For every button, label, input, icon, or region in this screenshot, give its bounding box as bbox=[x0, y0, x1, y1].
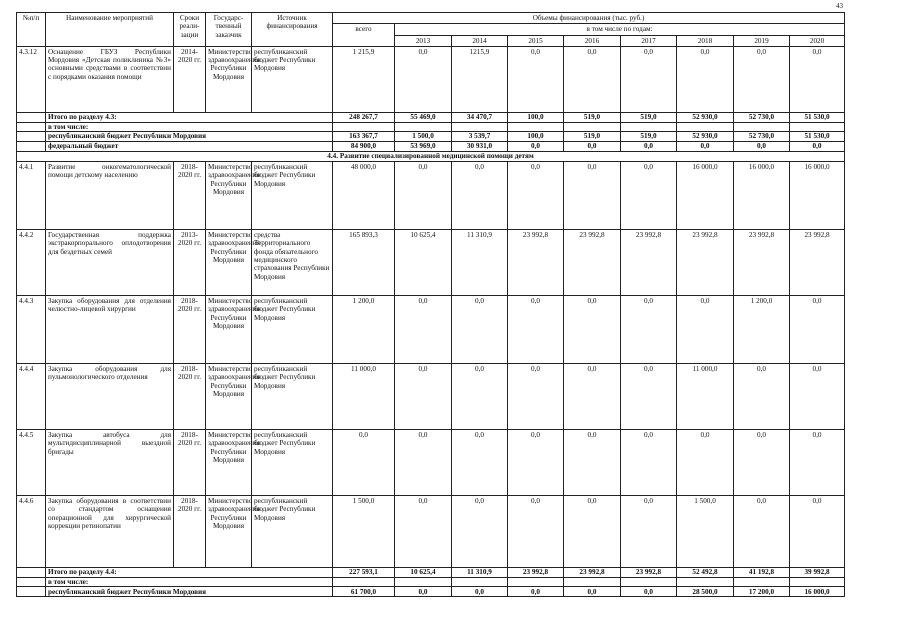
value-year: 0,0 bbox=[734, 46, 790, 112]
value-year: 0,0 bbox=[395, 496, 452, 568]
header-name: Наименование мероприятий bbox=[46, 13, 174, 47]
header-year: 2014 bbox=[452, 35, 508, 46]
row-customer: Министерство здравоохранения Республики Мордовия bbox=[206, 230, 252, 296]
value-year: 0,0 bbox=[452, 587, 508, 597]
value-year: 10 625,4 bbox=[395, 568, 452, 578]
value-year: 0,0 bbox=[452, 162, 508, 230]
value-year: 0,0 bbox=[395, 162, 452, 230]
value-year: 0,0 bbox=[508, 430, 564, 496]
value-year: 0,0 bbox=[564, 142, 621, 152]
row-source: средства Территориального фонда обязательного медицинского страхования Республики Мордовия bbox=[252, 230, 333, 296]
header-year: 2017 bbox=[621, 35, 677, 46]
value-year: 0,0 bbox=[395, 364, 452, 430]
value-year: 11 000,0 bbox=[677, 364, 734, 430]
value-year: 23 992,8 bbox=[564, 230, 621, 296]
value-year: 23 992,8 bbox=[734, 230, 790, 296]
value-year: 0,0 bbox=[621, 587, 677, 597]
value-total: 0,0 bbox=[333, 430, 395, 496]
value-year: 51 530,0 bbox=[790, 112, 845, 122]
value-year: 52 730,0 bbox=[734, 112, 790, 122]
value-year: 0,0 bbox=[564, 496, 621, 568]
value-year: 0,0 bbox=[564, 296, 621, 364]
row-name: Закупка оборудования для пульмонологического отделения bbox=[46, 364, 174, 430]
value-total: 48 000,0 bbox=[333, 162, 395, 230]
value-year: 0,0 bbox=[508, 364, 564, 430]
row-customer: Министерство здравоохранения Республики Мордовия bbox=[206, 430, 252, 496]
row-name: Закупка оборудования для отделения челюстно-лицевой хирургии bbox=[46, 296, 174, 364]
value-year: 10 625,4 bbox=[395, 230, 452, 296]
value-year: 0,0 bbox=[508, 162, 564, 230]
header-num: №п/п bbox=[17, 13, 46, 47]
value-year: 0,0 bbox=[564, 430, 621, 496]
value-year: 30 931,0 bbox=[452, 142, 508, 152]
section-total-label: Итого по разделу 4.4: bbox=[46, 568, 333, 578]
table-row bbox=[17, 496, 845, 568]
page-number: 43 bbox=[836, 2, 843, 10]
row-source: республиканский бюджет Республики Мордовия bbox=[252, 162, 333, 230]
row-source: республиканский бюджет Республики Мордовия bbox=[252, 364, 333, 430]
row-terms: 2018-2020 гг. bbox=[174, 162, 206, 230]
value-year: 16 000,0 bbox=[734, 162, 790, 230]
row-source: республиканский бюджет Республики Мордовия bbox=[252, 496, 333, 568]
value-total: 165 893,3 bbox=[333, 230, 395, 296]
header-year: 2015 bbox=[508, 35, 564, 46]
value-year: 0,0 bbox=[790, 296, 845, 364]
value-year: 53 969,0 bbox=[395, 142, 452, 152]
value-year: 51 530,0 bbox=[790, 132, 845, 142]
value-year: 519,0 bbox=[564, 112, 621, 122]
value-year: 1 500,0 bbox=[677, 496, 734, 568]
federal-budget-row bbox=[17, 142, 845, 152]
republic-budget-label: республиканский бюджет Республики Мордовия bbox=[46, 132, 333, 142]
value-year: 28 500,0 bbox=[677, 587, 734, 597]
value-year: 17 200,0 bbox=[734, 587, 790, 597]
value-year: 0,0 bbox=[621, 296, 677, 364]
section-total-row bbox=[17, 112, 845, 122]
value-year: 3 539,7 bbox=[452, 132, 508, 142]
value-year: 0,0 bbox=[395, 587, 452, 597]
row-num: 4.4.1 bbox=[17, 162, 46, 230]
republic-budget-row bbox=[17, 587, 845, 597]
row-name: Закупка оборудования в соответствии со стандартом оснащения операционной для хирургической коррекции ретинопатии bbox=[46, 496, 174, 568]
value-year: 0,0 bbox=[452, 296, 508, 364]
value-year: 0,0 bbox=[508, 46, 564, 112]
row-terms: 2013-2020 гг. bbox=[174, 230, 206, 296]
header-year: 2020 bbox=[790, 35, 845, 46]
row-source: республиканский бюджет Республики Мордовия bbox=[252, 296, 333, 364]
value-total: 1 500,0 bbox=[333, 496, 395, 568]
value-year: 0,0 bbox=[508, 496, 564, 568]
header-row-1 bbox=[17, 13, 845, 24]
header-incl-years: в том числе по годам: bbox=[395, 24, 845, 35]
header-customer: Государс-твенный заказчик bbox=[206, 13, 252, 47]
row-source: республиканский бюджет Республики Мордовия bbox=[252, 430, 333, 496]
header-year: 2013 bbox=[395, 35, 452, 46]
value-year: 0,0 bbox=[790, 142, 845, 152]
row-num: 4.4.3 bbox=[17, 296, 46, 364]
value-year: 1215,9 bbox=[452, 46, 508, 112]
value-year: 0,0 bbox=[677, 142, 734, 152]
table-row bbox=[17, 430, 845, 496]
value-total: 227 593,1 bbox=[333, 568, 395, 578]
value-year: 39 992,8 bbox=[790, 568, 845, 578]
value-year: 0,0 bbox=[621, 162, 677, 230]
value-total: 84 900,0 bbox=[333, 142, 395, 152]
table-row bbox=[17, 46, 845, 112]
value-year: 100,0 bbox=[508, 132, 564, 142]
value-year: 0,0 bbox=[508, 142, 564, 152]
republic-budget-label: республиканский бюджет Республики Мордовия bbox=[46, 587, 333, 597]
row-name: Закупка автобуса для мультидисциплинарной выездной бригады bbox=[46, 430, 174, 496]
section-total-row bbox=[17, 568, 845, 578]
value-year: 0,0 bbox=[734, 364, 790, 430]
value-year: 23 992,8 bbox=[508, 230, 564, 296]
value-year: 1 200,0 bbox=[734, 296, 790, 364]
value-total: 11 000,0 bbox=[333, 364, 395, 430]
row-source: республиканский бюджет Республики Мордовия bbox=[252, 46, 333, 112]
value-total: 163 367,7 bbox=[333, 132, 395, 142]
value-year: 519,0 bbox=[564, 132, 621, 142]
value-year: 0,0 bbox=[452, 496, 508, 568]
table-row bbox=[17, 296, 845, 364]
row-name: Оснащение ГБУЗ Республики Мордовия «Детская поликлиника №3» основными средствами в соответствии с порядками оказания помощи bbox=[46, 46, 174, 112]
table-row bbox=[17, 230, 845, 296]
value-year: 0,0 bbox=[621, 46, 677, 112]
incl-label: в том числе: bbox=[46, 578, 333, 587]
federal-budget-label: федеральный бюджет bbox=[46, 142, 333, 152]
section-heading: 4.4. Развитие специализированной медицинской помощи детям bbox=[17, 152, 845, 162]
value-year: 16 000,0 bbox=[790, 162, 845, 230]
row-customer: Министерство здравоохранения Республики Мордовия bbox=[206, 496, 252, 568]
value-year: 519,0 bbox=[621, 112, 677, 122]
value-year: 0,0 bbox=[790, 496, 845, 568]
table-row bbox=[17, 162, 845, 230]
republic-budget-row bbox=[17, 132, 845, 142]
row-num: 4.4.6 bbox=[17, 496, 46, 568]
row-name: Государственная поддержка экстракорпорального оплодотворения для бездетных семей bbox=[46, 230, 174, 296]
value-year: 0,0 bbox=[734, 496, 790, 568]
value-year: 41 192,8 bbox=[734, 568, 790, 578]
header-source: Источник финансирования bbox=[252, 13, 333, 47]
row-customer: Министерство здравоохранения Республики Мордовия bbox=[206, 296, 252, 364]
value-year: 0,0 bbox=[564, 162, 621, 230]
value-total: 248 267,7 bbox=[333, 112, 395, 122]
row-name: Развитие онкогематологической помощи детскому населению bbox=[46, 162, 174, 230]
value-year: 52 930,0 bbox=[677, 132, 734, 142]
value-year: 0,0 bbox=[395, 46, 452, 112]
value-year: 0,0 bbox=[677, 430, 734, 496]
value-year: 0,0 bbox=[621, 430, 677, 496]
value-year: 52 930,0 bbox=[677, 112, 734, 122]
value-year: 11 310,9 bbox=[452, 568, 508, 578]
value-year: 0,0 bbox=[508, 296, 564, 364]
value-year: 0,0 bbox=[452, 364, 508, 430]
header-year: 2016 bbox=[564, 35, 621, 46]
value-year: 23 992,8 bbox=[508, 568, 564, 578]
section-total-label: Итого по разделу 4.3: bbox=[46, 112, 333, 122]
value-total: 61 700,0 bbox=[333, 587, 395, 597]
financing-table bbox=[16, 12, 845, 597]
value-year: 0,0 bbox=[734, 430, 790, 496]
value-year: 0,0 bbox=[621, 142, 677, 152]
table-row bbox=[17, 364, 845, 430]
row-terms: 2014-2020 гг. bbox=[174, 46, 206, 112]
header-terms: Сроки реали-зации bbox=[174, 13, 206, 47]
value-year: 0,0 bbox=[452, 430, 508, 496]
row-terms: 2018-2020 гг. bbox=[174, 364, 206, 430]
value-year: 52 730,0 bbox=[734, 132, 790, 142]
value-year: 0,0 bbox=[790, 46, 845, 112]
value-year: 23 992,8 bbox=[564, 568, 621, 578]
row-num: 4.4.4 bbox=[17, 364, 46, 430]
value-year: 0,0 bbox=[564, 587, 621, 597]
value-year: 0,0 bbox=[564, 46, 621, 112]
value-year: 0,0 bbox=[677, 46, 734, 112]
value-year: 0,0 bbox=[790, 430, 845, 496]
section-heading-row bbox=[17, 152, 845, 162]
header-year: 2019 bbox=[734, 35, 790, 46]
value-year: 0,0 bbox=[564, 364, 621, 430]
header-year: 2018 bbox=[677, 35, 734, 46]
row-num: 4.4.5 bbox=[17, 430, 46, 496]
value-total: 1 215,9 bbox=[333, 46, 395, 112]
value-year: 0,0 bbox=[508, 587, 564, 597]
row-customer: Министерство здравоохранения Республики Мордовия bbox=[206, 162, 252, 230]
value-year: 0,0 bbox=[621, 364, 677, 430]
value-year: 11 310,9 bbox=[452, 230, 508, 296]
row-customer: Министерство здравоохранения Республики Мордовия bbox=[206, 364, 252, 430]
value-year: 23 992,8 bbox=[621, 568, 677, 578]
value-year: 23 992,8 bbox=[677, 230, 734, 296]
incl-label: в том числе: bbox=[46, 122, 333, 131]
value-year: 0,0 bbox=[621, 496, 677, 568]
incl-row bbox=[17, 122, 845, 131]
value-year: 0,0 bbox=[395, 296, 452, 364]
value-year: 0,0 bbox=[395, 430, 452, 496]
value-year: 52 492,8 bbox=[677, 568, 734, 578]
value-total: 1 200,0 bbox=[333, 296, 395, 364]
row-terms: 2018-2020 гг. bbox=[174, 430, 206, 496]
row-num: 4.4.2 bbox=[17, 230, 46, 296]
value-year: 55 469,0 bbox=[395, 112, 452, 122]
value-year: 34 470,7 bbox=[452, 112, 508, 122]
row-terms: 2018-2020 гг. bbox=[174, 296, 206, 364]
value-year: 16 000,0 bbox=[790, 587, 845, 597]
incl-row bbox=[17, 578, 845, 587]
row-terms: 2018-2020 гг. bbox=[174, 496, 206, 568]
value-year: 23 992,8 bbox=[621, 230, 677, 296]
value-year: 16 000,0 bbox=[677, 162, 734, 230]
value-year: 0,0 bbox=[677, 296, 734, 364]
value-year: 23 992,8 bbox=[790, 230, 845, 296]
header-volumes: Объемы финансирования (тыс. руб.) bbox=[333, 13, 845, 24]
value-year: 0,0 bbox=[734, 142, 790, 152]
header-total: всего bbox=[333, 24, 395, 47]
row-num: 4.3.12 bbox=[17, 46, 46, 112]
row-customer: Министерство здравоохранения Республики Мордовия bbox=[206, 46, 252, 112]
value-year: 1 500,0 bbox=[395, 132, 452, 142]
value-year: 0,0 bbox=[790, 364, 845, 430]
value-year: 519,0 bbox=[621, 132, 677, 142]
value-year: 100,0 bbox=[508, 112, 564, 122]
